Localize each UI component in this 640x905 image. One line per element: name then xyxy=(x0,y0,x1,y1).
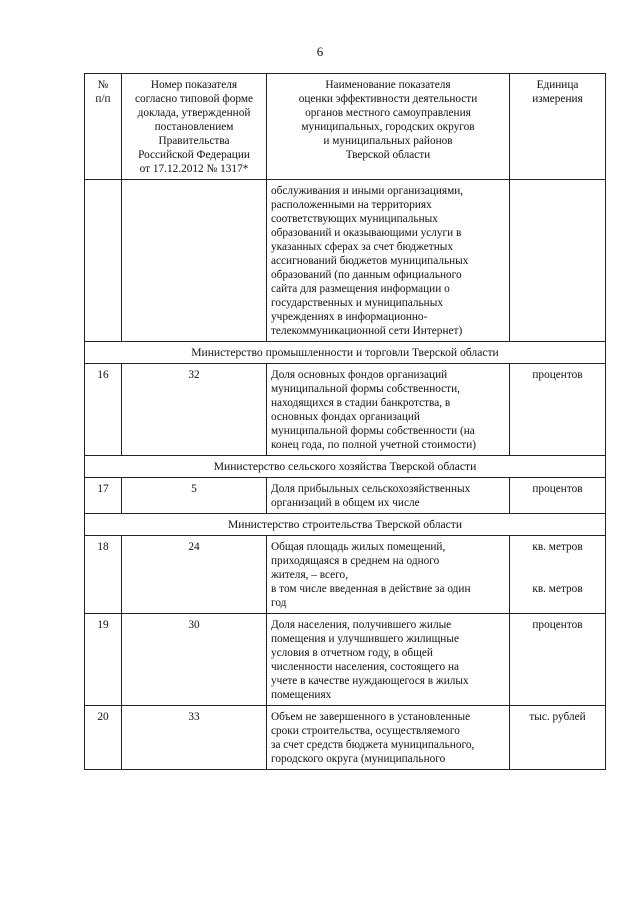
row-name: Доля населения, получившего жилые помещения и улучшившего жилищные условия в отчетном году, в общей численности населения, состоящего на учете в качестве нуждающегося в жилых помещениях xyxy=(267,614,510,706)
section-industry: Министерство промышленности и торговли Тверской области xyxy=(85,342,606,364)
header-col-num: № п/п xyxy=(85,74,122,180)
row-code xyxy=(122,180,267,342)
row-code: 24 xyxy=(122,536,267,614)
row-unit: процентов xyxy=(510,614,606,706)
row-unit: процентов xyxy=(510,364,606,456)
row-num: 19 xyxy=(85,614,122,706)
header-col-name: Наименование показателя оценки эффективности деятельности органов местного самоуправления муниципальных, городских округов и муниципальных районов Тверской области xyxy=(267,74,510,180)
row-code: 32 xyxy=(122,364,267,456)
table-row xyxy=(85,614,606,706)
table-row xyxy=(85,478,606,514)
row-code: 5 xyxy=(122,478,267,514)
row-num: 17 xyxy=(85,478,122,514)
row-name: Общая площадь жилых помещений, приходящаяся в среднем на одного жителя, – всего, в том числе введенная в действие за один год xyxy=(267,536,510,614)
row-name: Объем не завершенного в установленные сроки строительства, осуществляемого за счет средств бюджета муниципального, городского округа (муниципального xyxy=(267,706,510,770)
row-code: 30 xyxy=(122,614,267,706)
header-col-unit: Единица измерения xyxy=(510,74,606,180)
row-unit: тыс. рублей xyxy=(510,706,606,770)
row-num xyxy=(85,180,122,342)
section-row xyxy=(85,514,606,536)
section-construction: Министерство строительства Тверской области xyxy=(85,514,606,536)
row-code: 33 xyxy=(122,706,267,770)
page-number: 6 xyxy=(316,44,324,59)
row-unit-commissioned: кв. метров xyxy=(532,583,583,595)
indicators-table xyxy=(84,73,606,770)
row-num: 16 xyxy=(85,364,122,456)
row-name: Доля прибыльных сельскохозяйственных организаций в общем их числе xyxy=(267,478,510,514)
table-header-row xyxy=(85,74,606,180)
header-col-code: Номер показателя согласно типовой форме доклада, утвержденной постановлением Правительства Российской Федерации от 17.12.2012 № 1317* xyxy=(122,74,267,180)
table-row xyxy=(85,364,606,456)
row-num: 18 xyxy=(85,536,122,614)
row-unit-total: кв. метров xyxy=(532,541,583,553)
table-row xyxy=(85,536,606,614)
row-unit xyxy=(510,180,606,342)
table-row xyxy=(85,706,606,770)
section-row xyxy=(85,456,606,478)
row-unit: процентов xyxy=(510,478,606,514)
row-num: 20 xyxy=(85,706,122,770)
table-row xyxy=(85,180,606,342)
row-unit xyxy=(510,536,606,614)
row-name: обслуживания и иными организациями, расположенными на территориях соответствующих муниципальных образований и оказывающими услуги в указанных сферах за счет бюджетных ассигнований бюджетов муниципальных образований (по данным официального сайта для размещения информации о государственных и муниципальных учреждениях в информационно- телекоммуникационной сети Интернет) xyxy=(267,180,510,342)
section-agriculture: Министерство сельского хозяйства Тверской области xyxy=(85,456,606,478)
section-row xyxy=(85,342,606,364)
row-name: Доля основных фондов организаций муниципальной формы собственности, находящихся в стадии банкротства, в основных фондах организаций муниципальной формы собственности (на конец года, по полной учетной стоимости) xyxy=(267,364,510,456)
